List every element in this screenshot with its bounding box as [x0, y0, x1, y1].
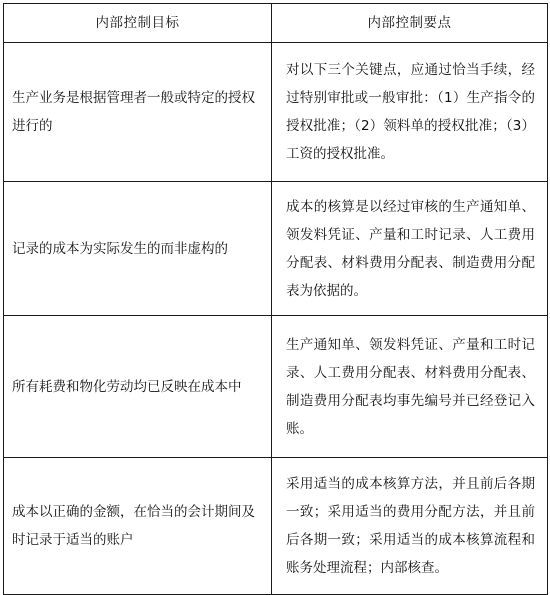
header-control-objective: 内部控制目标: [4, 4, 272, 43]
control-objective-cell: 所有耗费和物化劳动均已反映在成本中: [4, 316, 272, 458]
control-objective-cell: 记录的成本为实际发生的而非虚构的: [4, 182, 272, 316]
control-key-point-cell: 采用适当的成本核算方法，并且前后各期一致；采用适当的费用分配方法，并且前后各期一致；采用适当的成本核算流程和账务处理流程；内部核查。: [272, 458, 548, 595]
control-objective-cell: 成本以正确的金额，在恰当的会计期间及时记录于适当的账户: [4, 458, 272, 595]
control-objective-cell: 生产业务是根据管理者一般或特定的授权进行的: [4, 43, 272, 182]
header-control-key-points: 内部控制要点: [272, 4, 548, 43]
table-row: [4, 458, 548, 595]
table-row: [4, 182, 548, 316]
table-row: [4, 43, 548, 182]
control-key-point-cell: 生产通知单、领发料凭证、产量和工时记录、人工费用分配表、材料费用分配表、制造费用分配表均事先编号并已经登记入账。: [272, 316, 548, 458]
control-key-point-cell: 对以下三个关键点，应通过恰当手续，经过特别审批或一般审批：（1）生产指令的授权批准；（2）领料单的授权批准；（3）工资的授权批准。: [272, 43, 548, 182]
table-header-row: [4, 4, 548, 43]
control-key-point-cell: 成本的核算是以经过审核的生产通知单、领发料凭证、产量和工时记录、人工费用分配表、材料费用分配表、制造费用分配表为依据的。: [272, 182, 548, 316]
internal-control-table: [3, 3, 548, 595]
table-row: [4, 316, 548, 458]
